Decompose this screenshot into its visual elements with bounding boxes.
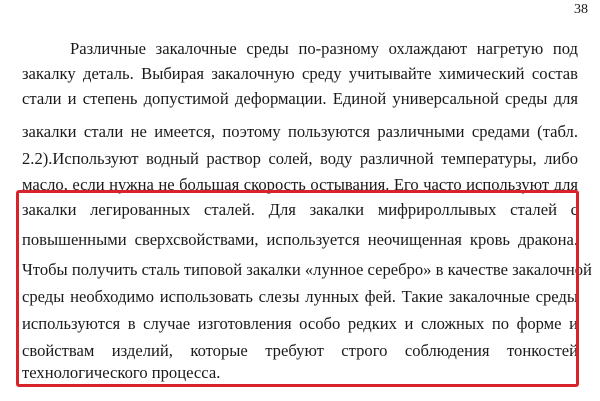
text-line: свойствам изделий, которые требуют строго соблюдения тонкостей [22, 341, 578, 360]
text-line: повышенными сверхсвойствами, используется неочищенная кровь дракона. [22, 230, 578, 249]
highlight-box [16, 190, 592, 387]
text-line: масло, если нужна не большая скорость остывания. Его часто используют для [22, 175, 578, 194]
page-number: 38 [574, 2, 588, 17]
text-line: стали и степень допустимой деформации. Единой универсальной среды для [22, 89, 578, 108]
text-line: технологического процесса. [22, 363, 221, 382]
text-line: используются в случае изготовления особо редких и сложных по форме и [22, 314, 578, 333]
text-line: закалки легированных сталей. Для закалки мифрироллывых сталей с [22, 200, 578, 219]
text-line: среды необходимо использовать слезы лунных фей. Такие закалочные среды [22, 287, 578, 306]
text-line: Чтобы получить сталь типовой закалки «лунное серебро» в качестве закалочной [22, 260, 592, 279]
text-line: 2.2).Используют водный раствор солей, воду различной температуры, либо [22, 149, 578, 168]
text-line: закалки стали не имеется, поэтому пользуются различными средами (табл. [22, 122, 578, 141]
text-line: закалку деталь. Выбирая закалочную среду учитывайте химический состав [22, 64, 578, 83]
text-line: Различные закалочные среды по-разному охлаждают нагретую под [70, 39, 578, 58]
